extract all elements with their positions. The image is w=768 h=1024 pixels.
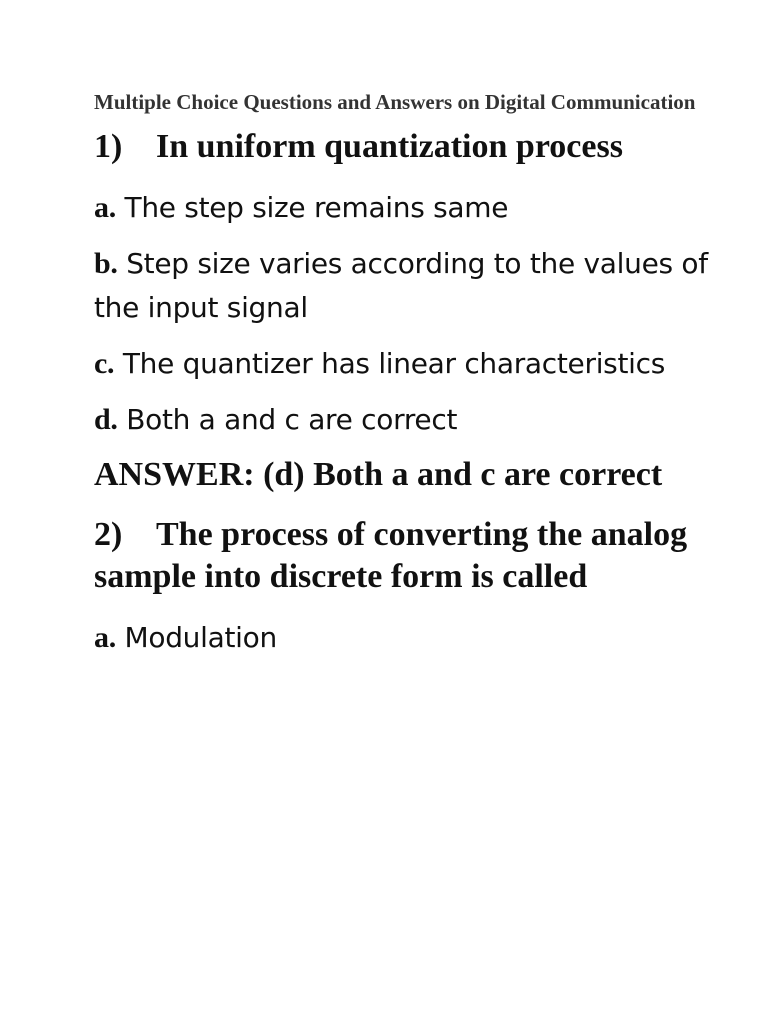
option-1b xyxy=(94,242,724,330)
question-1 xyxy=(94,126,724,168)
question-text: In uniform quantization process xyxy=(156,128,623,165)
option-text: The step size remains same xyxy=(124,191,509,224)
question-number: 2) xyxy=(94,516,123,553)
document-page xyxy=(94,88,724,672)
question-text: The process of converting the analog sample into discrete form is called xyxy=(94,516,688,595)
question-number: 1) xyxy=(94,128,123,165)
option-1c xyxy=(94,342,724,386)
option-text: The quantizer has linear characteristics xyxy=(122,347,666,380)
option-2a xyxy=(94,616,724,660)
option-text: Both a and c are correct xyxy=(126,403,458,436)
answer-1: ANSWER: (d) Both a and c are correct xyxy=(94,456,663,493)
option-letter: a. xyxy=(94,621,116,654)
option-letter: b. xyxy=(94,247,118,280)
question-2 xyxy=(94,514,724,598)
option-letter: c. xyxy=(94,347,115,380)
document-title: Multiple Choice Questions and Answers on Digital Communication xyxy=(94,90,696,114)
option-text: Modulation xyxy=(124,621,277,654)
option-letter: d. xyxy=(94,403,118,436)
option-text: Step size varies according to the values of the input signal xyxy=(94,247,708,324)
option-1d xyxy=(94,398,724,442)
option-1a xyxy=(94,186,724,230)
option-letter: a. xyxy=(94,191,116,224)
